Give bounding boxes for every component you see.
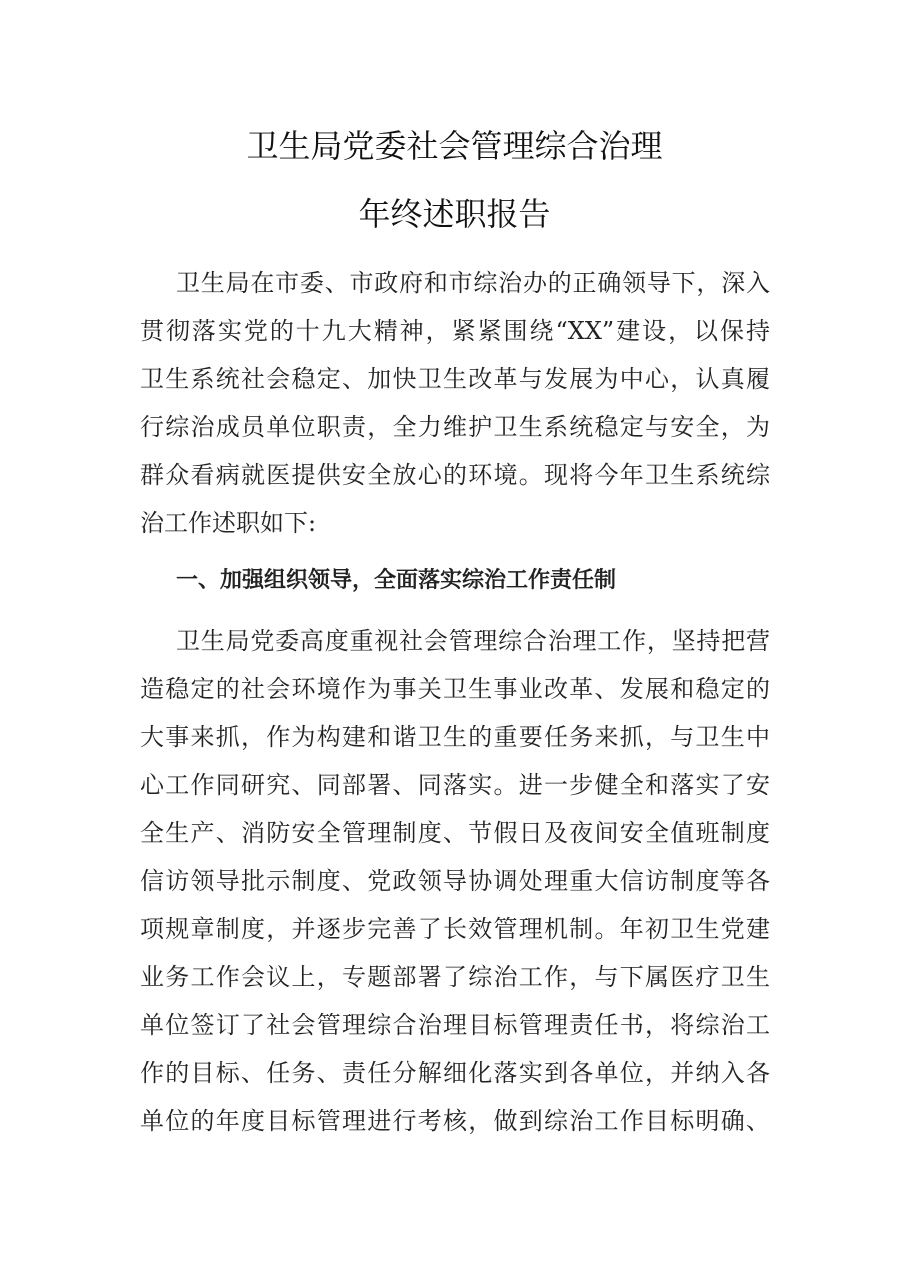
paragraph-1-line: 卫生系统社会稳定、加快卫生改革与发展为中心，认真履 [140,365,770,393]
paragraph-1-line: 贯彻落实党的十九大精神，紧紧围绕“XX”建设，以保持 [140,317,770,345]
paragraph-1-line: 群众看病就医提供安全放心的环境。现将今年卫生系统综 [140,461,770,489]
paragraph-1-line: 卫生局在市委、市政府和市综治办的正确领导下，深入 [176,269,770,297]
section-heading: 一、加强组织领导，全面落实综治工作责任制 [176,568,617,593]
paragraph-2-line: 单位签订了社会管理综合治理目标管理责任书，将综治工 [140,1011,770,1039]
paragraph-2-line: 全生产、消防安全管理制度、节假日及夜间安全值班制度 [140,819,770,847]
paragraph-2-line: 作的目标、任务、责任分解细化落实到各单位，并纳入各 [140,1059,770,1087]
paragraph-2-line: 单位的年度目标管理进行考核，做到综治工作目标明确、 [140,1107,770,1135]
paragraph-1-line: 治工作述职如下: [140,509,317,537]
paragraph-1-line: 行综治成员单位职责，全力维护卫生系统稳定与安全，为 [140,413,770,441]
paragraph-2-line: 项规章制度，并逐步完善了长效管理机制。年初卫生党建 [140,915,770,943]
paragraph-2-line: 信访领导批示制度、党政领导协调处理重大信访制度等各 [140,867,770,895]
document-title-line-1: 卫生局党委社会管理综合治理 [246,127,663,165]
paragraph-2-line: 造稳定的社会环境作为事关卫生事业改革、发展和稳定的 [140,675,770,703]
paragraph-2-line: 心工作同研究、同部署、同落实。进一步健全和落实了安 [140,771,770,799]
paragraph-2-line: 业务工作会议上，专题部署了综治工作，与下属医疗卫生 [140,963,770,991]
paragraph-2-line: 卫生局党委高度重视社会管理综合治理工作，坚持把营 [176,627,770,655]
paragraph-2-line: 大事来抓，作为构建和谐卫生的重要任务来抓，与卫生中 [140,723,770,751]
document-title-line-2: 年终述职报告 [358,195,551,233]
